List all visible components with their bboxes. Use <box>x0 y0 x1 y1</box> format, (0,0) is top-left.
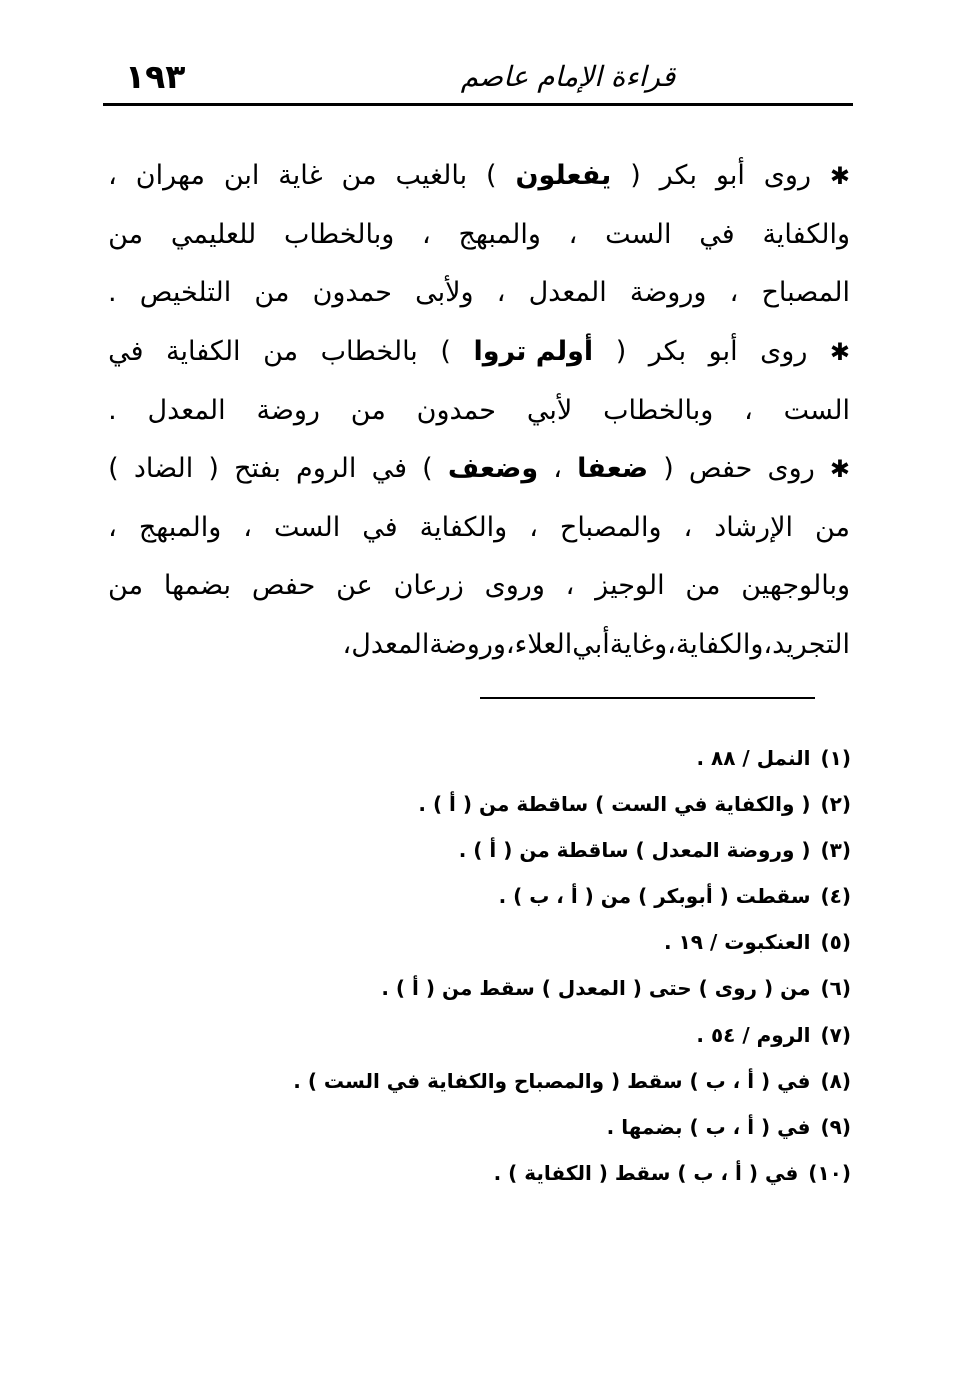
word: ( <box>663 453 674 485</box>
footnote-text: ( والكفاية في الست ) ساقطة من ( أ ) . <box>418 792 811 817</box>
word: حفص <box>251 570 316 602</box>
word: ، <box>729 277 739 309</box>
footnote <box>251 1061 851 1107</box>
footnote <box>251 738 851 784</box>
word: . <box>108 394 117 426</box>
footnote-text: من ( روى ) حتى ( المعدل ) سقط من ( أ ) . <box>381 976 811 1001</box>
footnote-number: (٤) <box>820 884 851 909</box>
footnote-number: (٦) <box>820 976 851 1001</box>
word: ، <box>568 218 578 250</box>
word: ، <box>505 629 515 661</box>
word: بكر <box>659 160 697 192</box>
text-line <box>108 264 850 323</box>
word: من <box>108 570 144 602</box>
word: حمدون <box>416 394 496 426</box>
word: العلاء <box>514 629 573 661</box>
word: من <box>341 160 377 192</box>
word: الضاد <box>133 453 194 485</box>
footnotes <box>251 738 851 1199</box>
asterisk-icon: ✱ <box>829 162 850 191</box>
word <box>515 156 611 196</box>
word: ) <box>440 336 451 368</box>
asterisk-icon: ✱ <box>829 338 850 367</box>
word: ( <box>630 160 641 192</box>
footnote-number: (٧) <box>820 1022 851 1047</box>
footnote-text: في ( أ ، ب ) سقط ( والمصباح والكفاية في الست ) . <box>293 1068 811 1093</box>
footnote-number: (٨) <box>820 1068 851 1093</box>
word: حفص <box>688 453 753 485</box>
footnote <box>251 1015 851 1061</box>
word: ، <box>529 511 538 543</box>
word: في <box>108 336 144 368</box>
word: غاية <box>278 160 323 192</box>
word: والمبهج <box>458 218 541 250</box>
footnote-text: ( وروضة المعدل ) ساقطة من ( أ ) . <box>458 838 811 863</box>
word <box>577 449 648 489</box>
word: ، <box>108 160 117 192</box>
word: الست <box>273 511 341 543</box>
word: من <box>108 218 144 250</box>
word: للعليمي <box>170 218 257 250</box>
word: وبالخطاب <box>284 218 395 250</box>
word: ، <box>763 629 773 661</box>
quranic-word: يفعلون <box>515 160 612 192</box>
word: المعدل <box>528 277 607 309</box>
footnote-text: العنكبوت / ١٩ . <box>664 930 811 955</box>
footnote-separator <box>480 697 815 699</box>
word <box>448 449 538 489</box>
text-line <box>108 499 850 558</box>
word: المصباح <box>761 277 850 309</box>
word: ، <box>342 629 352 661</box>
word: المعدل <box>351 629 430 661</box>
word: ) <box>108 453 119 485</box>
footnote-number: (٣) <box>820 838 851 863</box>
word: والكفاية <box>419 511 508 543</box>
word: في <box>362 511 398 543</box>
word: ، <box>496 277 506 309</box>
word: وبالوجهين <box>741 570 850 602</box>
word: من <box>254 277 290 309</box>
word <box>473 332 593 372</box>
word: الإرشاد <box>714 511 793 543</box>
word: من <box>263 336 299 368</box>
page-number: ١٩٣ <box>125 57 186 96</box>
word: . <box>108 277 117 309</box>
word: بالخطاب <box>320 336 418 368</box>
word: ، <box>422 218 431 250</box>
word: أبو <box>715 160 745 192</box>
word: وغاية <box>609 629 668 661</box>
text-line <box>108 206 850 265</box>
word: روى <box>763 160 811 192</box>
page-header <box>103 55 853 107</box>
footnote-number: (٥) <box>820 930 851 955</box>
footnote-number: (٩) <box>820 1114 851 1139</box>
word: وروضة <box>629 277 707 309</box>
footnote-number: (٢) <box>820 792 851 817</box>
word: روى <box>760 336 808 368</box>
word: الست <box>783 394 850 426</box>
word: عن <box>336 570 373 602</box>
word: الوجيز <box>595 570 665 602</box>
word: والكفاية <box>675 629 764 661</box>
text-line <box>108 147 850 206</box>
word: ولأبى <box>415 277 474 309</box>
word: والمصباح <box>559 511 662 543</box>
word: ، <box>108 511 117 543</box>
footnote <box>251 1107 851 1153</box>
word: الروم <box>296 453 357 485</box>
text-line <box>108 323 850 382</box>
footnote-number: (١٠) <box>808 1160 851 1185</box>
word: الكفاية <box>166 336 241 368</box>
word: أبي <box>572 629 610 661</box>
running-title: قراءة الإمام عاصم <box>460 60 676 93</box>
word: روى <box>767 453 815 485</box>
word: أبو <box>708 336 738 368</box>
word: وروى <box>484 570 545 602</box>
word: ) <box>486 160 497 192</box>
text-line <box>108 616 850 675</box>
quranic-word: أولم تروا <box>473 336 594 368</box>
footnote-text: في ( أ ، ب ) سقط ( الكفاية ) . <box>493 1160 799 1185</box>
word: حمدون <box>312 277 392 309</box>
quranic-word: وضعف <box>447 453 539 485</box>
asterisk-icon: ✱ <box>829 455 850 484</box>
word: ، <box>683 511 693 543</box>
footnote <box>251 922 851 968</box>
word: وبالخطاب <box>603 394 714 426</box>
text-line <box>108 440 850 499</box>
footnote <box>251 968 851 1014</box>
header-rule <box>103 103 853 106</box>
word: ، <box>565 570 575 602</box>
word: في <box>699 218 735 250</box>
word: الست <box>605 218 672 250</box>
footnote-text: سقطت ( أبوبكر ) من ( أ ، ب ) . <box>498 884 811 909</box>
word: والمبهج <box>138 511 222 543</box>
word: من <box>350 394 386 426</box>
word: في <box>371 453 407 485</box>
word: ) <box>422 453 433 485</box>
word: التلخيص <box>139 277 232 309</box>
word: من <box>814 511 850 543</box>
footnote-text: في ( أ ، ب ) بضمها . <box>606 1114 811 1139</box>
word: بفتح <box>234 453 281 485</box>
word: ، <box>744 394 753 426</box>
footnote-text: النمل / ٨٨ . <box>696 746 811 770</box>
main-text <box>108 147 850 674</box>
word: ، <box>667 629 676 661</box>
footnote <box>251 830 851 876</box>
word: المعدل <box>147 394 226 426</box>
word: لأبي <box>526 394 573 426</box>
word: ابن <box>223 160 260 192</box>
word: مهران <box>135 160 205 192</box>
word: بضمها <box>163 570 232 602</box>
text-line <box>108 557 850 616</box>
word: ( <box>615 336 627 368</box>
footnote-text: الروم / ٥٤ . <box>696 1022 811 1047</box>
footnote <box>251 1153 851 1199</box>
word: ، <box>243 511 252 543</box>
word: التجريد <box>772 629 850 661</box>
word: والكفاية <box>762 218 850 250</box>
quranic-word: ضعفا <box>577 453 649 485</box>
footnote <box>251 784 851 830</box>
word: ( <box>208 453 219 485</box>
word: ، <box>553 453 562 485</box>
footnote <box>251 876 851 922</box>
word: زرعان <box>393 570 464 602</box>
text-line <box>108 381 850 440</box>
word: بكر <box>648 336 687 368</box>
word: من <box>685 570 721 602</box>
word: وروضة <box>429 629 506 661</box>
footnote-number: (١) <box>820 746 851 770</box>
word: روضة <box>256 394 320 426</box>
word: بالغيب <box>395 160 468 192</box>
